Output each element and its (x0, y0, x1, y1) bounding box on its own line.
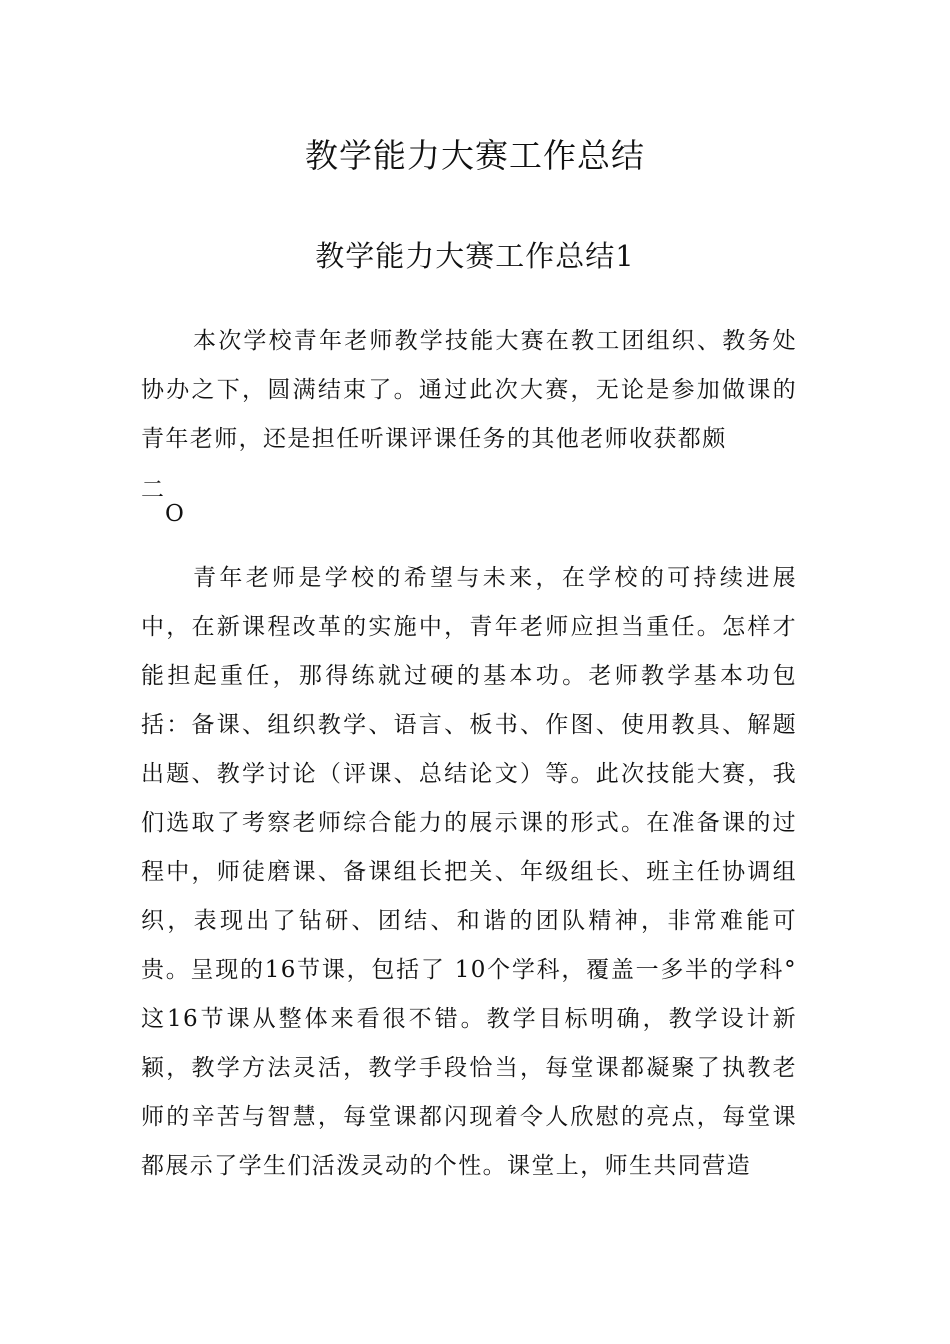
paragraph-1: 本次学校青年老师教学技能大赛在教工团组织、教务处协办之下，圆满结束了。通过此次大赛，无论是参加做课的青年老师，还是担任听课评课任务的其他老师收获都颇 (141, 328, 797, 452)
document-title: 教学能力大赛工作总结 (305, 136, 645, 175)
paragraph-2: 青年老师是学校的希望与未来，在学校的可持续进展中，在新课程改革的实施中，青年老师应担当重任。怎样才能担起重任，那得练就过硬的基本功。老师教学基本功包括：备课、组织教学、语言、板书、作图、使用教具、解题出题、教学讨论（评课、总结论文）等。此次技能大赛，我们选取了考察老师综合能力的展示课的形式。在准备课的过程中，师徒磨课、备课组长把关、年级组长、班主任协调组织，表现出了钻研、团结、和谐的团队精神，非常难能可贵。呈现的16节课，包括了 10个学科，覆盖一多半的学科°这16节课从整体来看很不错。教学目标明确，教学设计新颖，教学方法灵活，教学手段恰当，每堂课都凝聚了执教老师的辛苦与智慧，每堂课都闪现着令人欣慰的亮点，每堂课都展示了学生们活泼灵动的个性。课堂上，师生共同营造 (141, 565, 797, 1179)
text-fragment-subscript: O (165, 501, 184, 527)
section-heading: 教学能力大赛工作总结1 (315, 239, 635, 273)
text-fragment: 二 (141, 477, 164, 503)
